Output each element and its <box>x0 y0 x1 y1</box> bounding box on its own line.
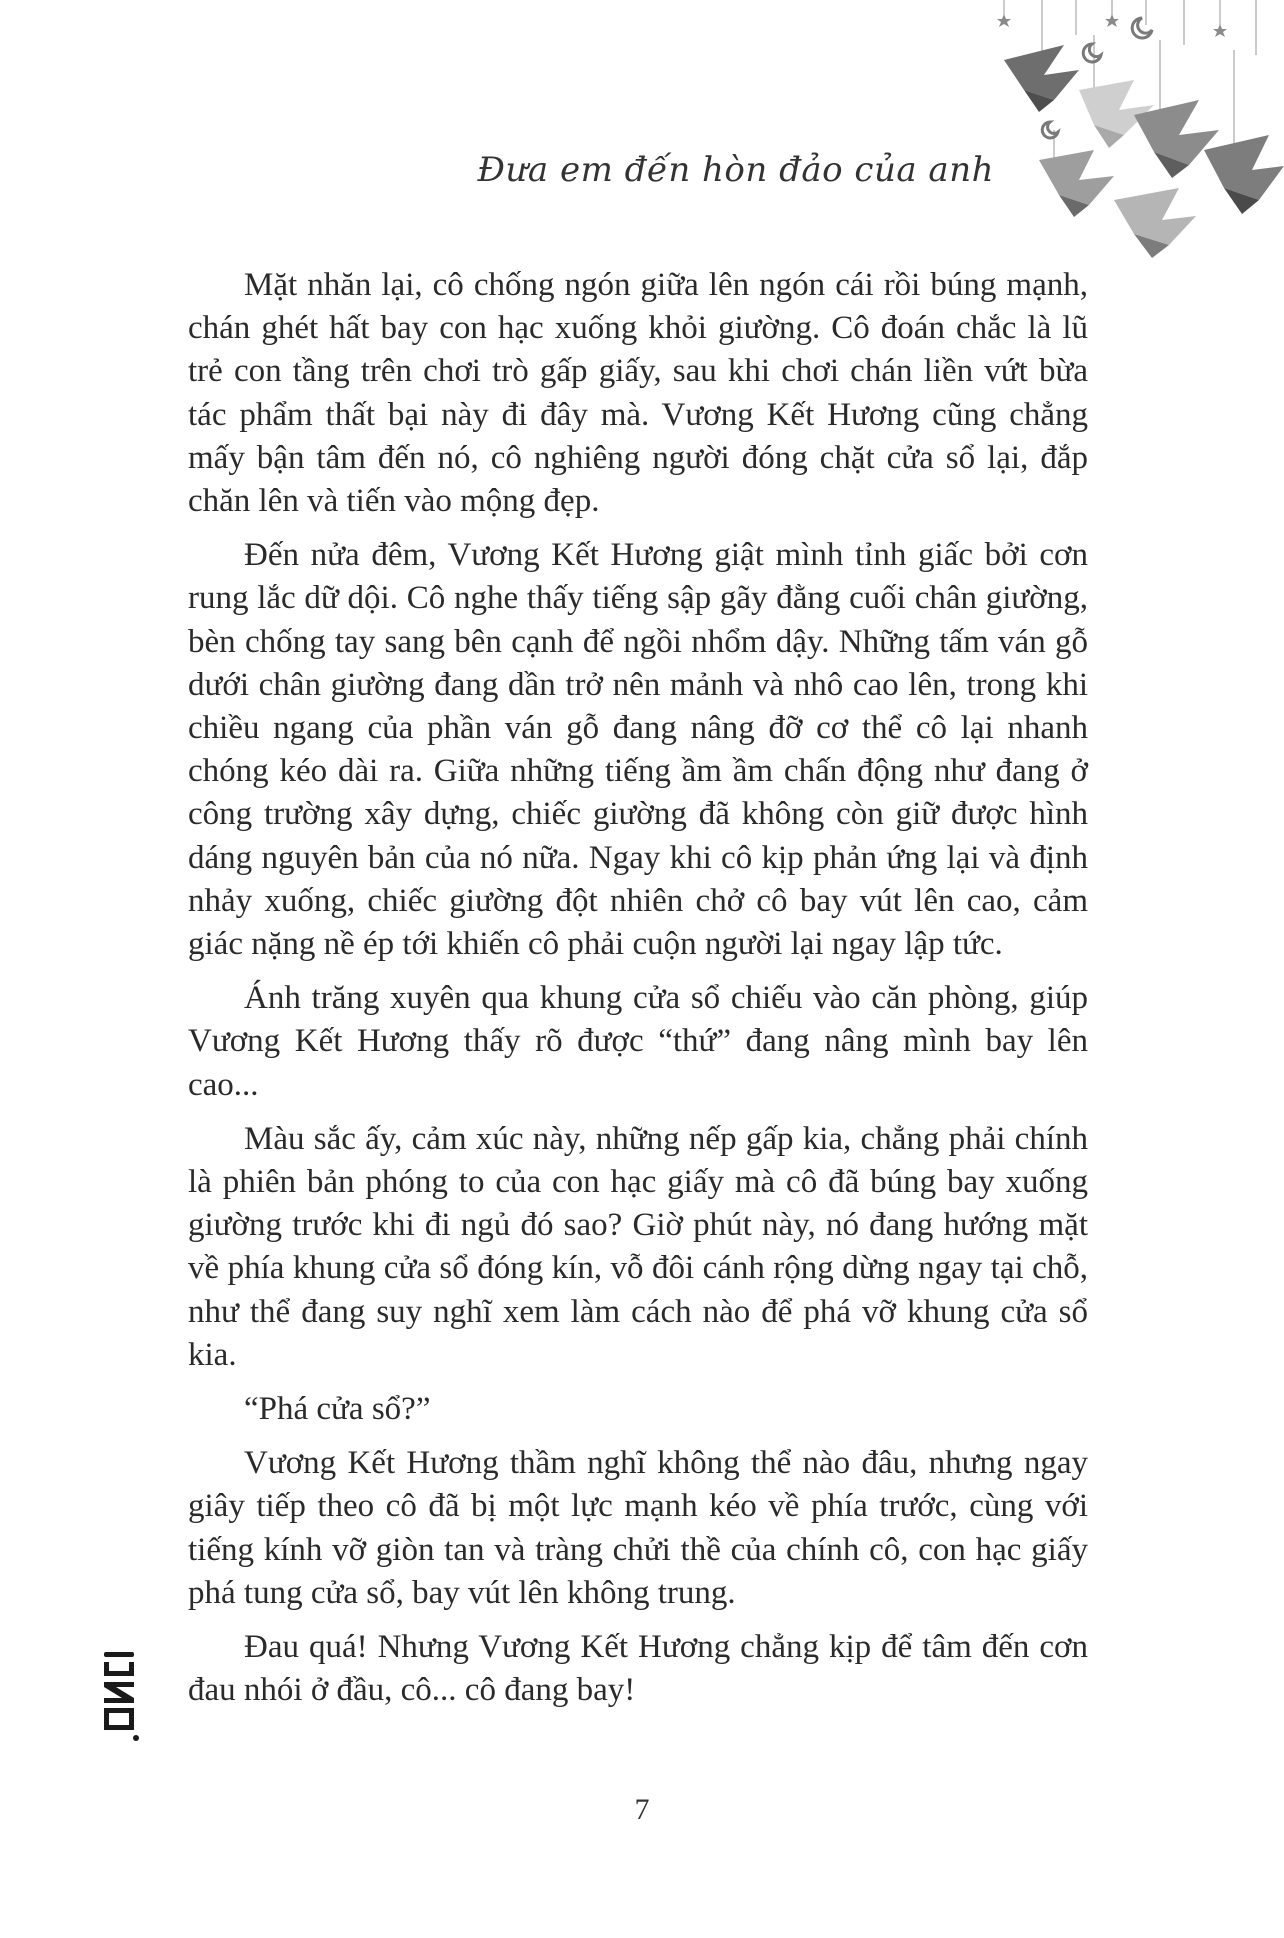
paragraph: Màu sắc ấy, cảm xúc này, những nếp gấp kia, chẳng phải chính là phiên bản phóng to của con hạc giấy mà cô đã búng bay xuống giường trước khi đi ngủ đó sao? Giờ phút này, nó đang hướng mặt về phía khung cửa sổ đóng kín, vỗ đôi cánh rộng dừng ngay tại chỗ, như thể đang suy nghĩ xem làm cách nào để phá vỡ khung cửa sổ kia. <box>188 1120 1088 1373</box>
paper-crane-icon <box>1004 45 1079 112</box>
paragraph: Đau quá! Nhưng Vương Kết Hương chẳng kịp để tâm đến cơn đau nhói ở đầu, cô... cô đang bay! <box>188 1629 1088 1709</box>
paragraph: “Phá cửa sổ?” <box>244 1391 431 1428</box>
paragraph: Mặt nhăn lại, cô chống ngón giữa lên ngón cái rồi búng mạnh, chán ghét hất bay con hạc xuống khỏi giường. Cô đoán chắc là lũ trẻ con tầng trên chơi trò gấp giấy, sau khi chơi chán liền vứt bừa tác phẩm thất bại này đi đây mà. Vương Kết Hương cũng chẳng mấy bận tâm đến nó, cô nghiêng người đóng chặt cửa sổ lại, đắp chăn lên và tiến vào mộng đẹp. <box>188 267 1088 520</box>
paper-crane-icon <box>1039 150 1114 217</box>
page-number: 7 <box>634 1793 650 1826</box>
paper-cranes-decoration <box>984 0 1284 280</box>
paper-crane-icon <box>1204 135 1284 214</box>
paper-crane-icon <box>1114 188 1196 258</box>
brand-logo-icon <box>96 1648 142 1744</box>
running-header-title: Đưa em đến hòn đảo của anh <box>477 150 994 190</box>
paragraph: Ánh trăng xuyên qua khung cửa sổ chiếu vào căn phòng, giúp Vương Kết Hương thấy rõ được “thứ” đang nâng mình bay lên cao... <box>188 980 1088 1103</box>
paragraph: Vương Kết Hương thầm nghĩ không thể nào đâu, nhưng ngay giây tiếp theo cô đã bị một lực mạnh kéo về phía trước, cùng với tiếng kính vỡ giòn tan và tràng chửi thề của chính cô, con hạc giấy phá tung cửa sổ, bay vút lên không trung. <box>188 1445 1088 1611</box>
body-text <box>188 264 1088 1724</box>
star-icon <box>997 14 1227 37</box>
paragraph: Đến nửa đêm, Vương Kết Hương giật mình tỉnh giấc bởi cơn rung lắc dữ dội. Cô nghe thấy tiếng sập gãy đằng cuối chân giường, bèn chống tay sang bên cạnh để ngồi nhổm dậy. Những tấm ván gỗ dưới chân giường đang dần trở nên mảnh và nhô cao lên, trong khi chiều ngang của phần ván gỗ đang nâng đỡ cơ thể cô lại nhanh chóng kéo dài ra. Giữa những tiếng ầm ầm chấn động như đang ở công trường xây dựng, chiếc giường đã không còn giữ được hình dáng nguyên bản của nó nữa. Ngay khi cô kịp phản ứng lại và định nhảy xuống, chiếc giường đột nhiên chở cô bay vút lên cao, cảm giác nặng nề ép tới khiến cô phải cuộn người lại ngay lập tức. <box>188 537 1088 963</box>
